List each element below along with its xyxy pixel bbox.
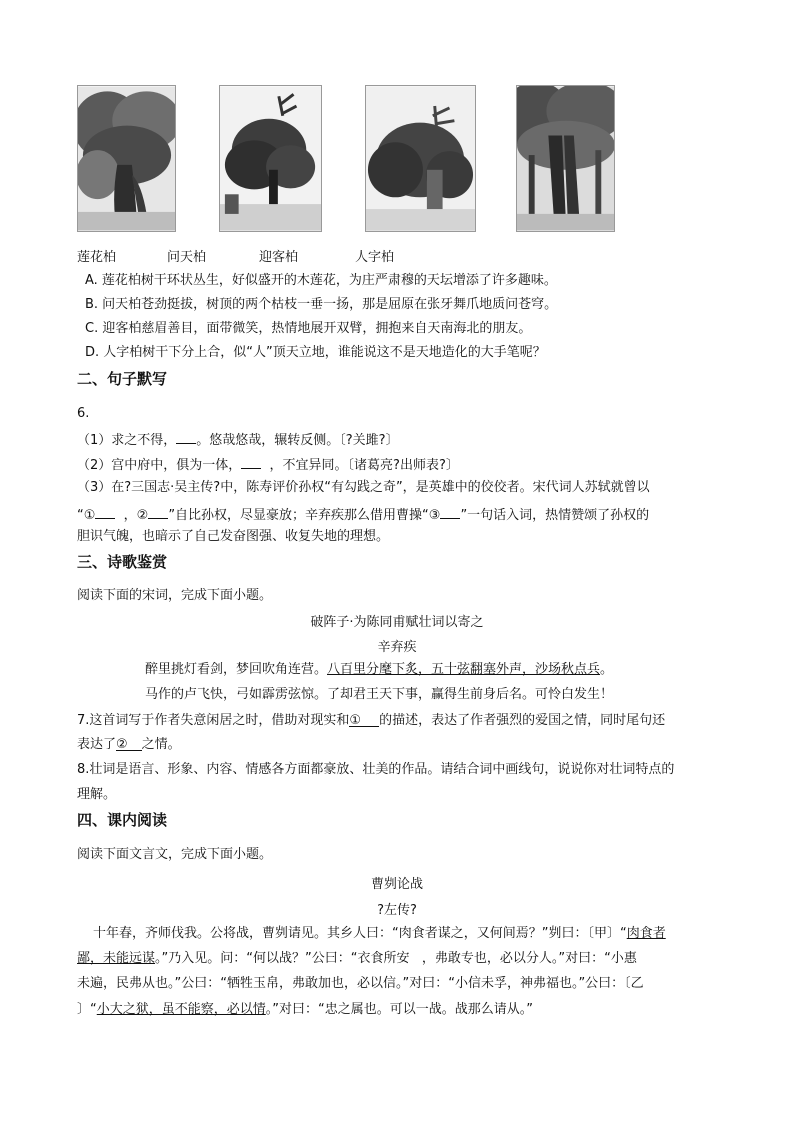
option-c: C. 迎客柏慈眉善目，面带微笑，热情地展开双臂，拥抱来自天南海北的朋友。 — [85, 321, 532, 336]
q8-line-2: 理解。 — [77, 787, 117, 802]
q8-line-1: 8.壮词是语言、形象、内容、情感各方面都豪放、壮美的作品。请结合词中画线句，说说你对壮词特点的 — [77, 762, 675, 777]
option-d: D. 人字柏树干下分上合，似“人”顶天立地，谁能说这不是天地造化的大手笔呢？ — [85, 345, 546, 360]
reading-intro: 阅读下面文言文，完成下面小题。 — [77, 847, 273, 862]
poem-line-1: 醉里挑灯看剑，梦回吹角连营。八百里分麾下炙，五十弦翻塞外声，沙场秋点兵。 — [145, 662, 614, 677]
lotus-cypress-photo — [77, 85, 176, 232]
welcome-cypress-photo — [365, 85, 476, 232]
text-line-3: 未遍，民弗从也。”公曰：“牺牲玉帛，弗敢加也，必以信。”对曰：“小信未孚，神弗福也。”公曰：〔乙 — [77, 976, 644, 991]
sky-cypress-photo — [219, 85, 322, 232]
q6-line-5: 胆识气魄，也暗示了自己发奋图强、收复失地的理想。 — [77, 529, 390, 544]
q6-line-3: （3）在?三国志·吴主传?中，陈寿评价孙权“有勾践之奇”，是英雄中的佼佼者。宋代词人苏轼就曾以 — [77, 480, 650, 495]
text-title: 曹刿论战 — [370, 877, 423, 892]
human-cypress-photo — [516, 85, 615, 232]
poem-title: 破阵子·为陈同甫赋壮词以寄之 — [310, 615, 484, 630]
photo-caption-4: 人字柏 — [355, 250, 395, 265]
photo-caption-2: 问天柏 — [167, 250, 207, 265]
poem-line-2: 马作的卢飞快，弓如霹雳弦惊。了却君王天下事，赢得生前身后名。可怜白发生！ — [145, 687, 614, 702]
photo-caption-3: 迎客柏 — [259, 250, 299, 265]
section-heading-2: 二、句子默写 — [77, 370, 168, 388]
text-line-1: 十年春，齐师伐我。公将战，曹刿请见。其乡人曰：“肉食者谋之，又何间焉？”刿曰：〔甲〕“肉食者 — [93, 926, 666, 941]
option-b: B. 问天柏苍劲挺拔，树顶的两个枯枝一垂一扬，那是屈原在张牙舞爪地质问苍穹。 — [85, 297, 558, 312]
text-source: ?左传? — [377, 903, 417, 918]
option-a: A. 莲花柏树干环状丛生，好似盛开的木莲花，为庄严肃穆的天坛增添了许多趣味。 — [85, 273, 557, 288]
q7-line-1: 7.这首词写于作者失意闲居之时，借助对现实和① 的描述，表达了作者强烈的爱国之情，同时尾句还 — [77, 713, 666, 728]
text-line-2: 鄙，未能远谋。”乃入见。问：“何以战？”公曰：“衣食所安 ，弗敢专也，必以分人。”对曰：“小惠 — [77, 951, 637, 966]
underlined-poem-line: 八百里分麾下炙，五十弦翻塞外声，沙场秋点兵 — [327, 662, 601, 677]
q6-line-2: （2）宫中府中，俱为一体， ，不宜异同。〔诸葛亮?出师表?〕 — [77, 454, 459, 475]
poem-intro: 阅读下面的宋词，完成下面小题。 — [77, 588, 273, 603]
poem-author: 辛弃疾 — [377, 640, 417, 655]
q7-line-2: 表达了② 之情。 — [77, 737, 181, 752]
text-line-4: 〕“小大之狱，虽不能察，必以情。”对曰：“忠之属也。可以一战。战那么请从。” — [77, 1002, 533, 1017]
section-heading-3: 三、诗歌鉴赏 — [77, 553, 168, 571]
q6-line-1: （1）求之不得， 。悠哉悠哉，辗转反侧。〔?关雎?〕 — [77, 429, 399, 450]
photo-caption-1: 莲花柏 — [77, 250, 117, 265]
question-number-6: 6. — [77, 406, 90, 421]
section-heading-4: 四、课内阅读 — [77, 811, 168, 829]
q6-line-4: “① ，② ”自比孙权，尽显豪放；辛弃疾那么借用曹操“③ ”一句话入词，热情赞颂了孙权的 — [77, 504, 649, 525]
